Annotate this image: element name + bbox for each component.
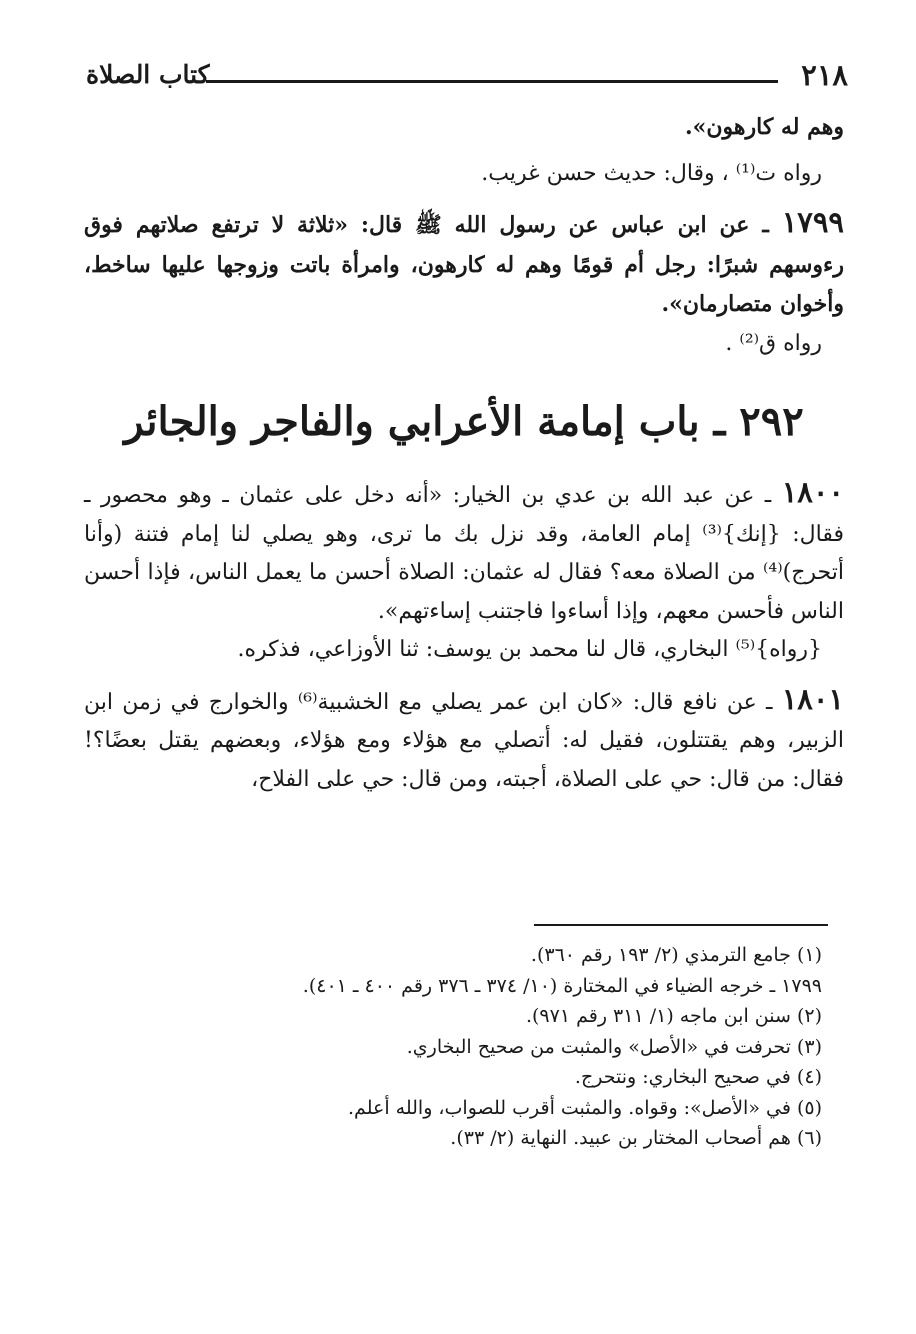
footnote-3: (٣) تحرفت في «الأصل» والمثبت من صحيح البخاري. — [406, 1035, 822, 1058]
hadith-1800-source: {رواه}⁽⁵⁾ البخاري، قال لنا محمد بن يوسف: ثنا الأوزاعي، فذكره. — [237, 637, 822, 662]
footnote-2: (٢) سنن ابن ماجه (١/ ٣١١ رقم ٩٧١). — [525, 1005, 822, 1027]
continuation-line: وهم له كارهون». — [684, 114, 844, 140]
hadith-1801-text: ـ عن نافع قال: «كان ابن عمر يصلي مع الخشبية⁽⁶⁾ والخوارج في زمن ابن الزبير، وهم يقتتلون، فقيل له: أتصلي مع هؤلاء ومع هؤلاء، وبعضهم يقتل بعضًا؟! فقال: من قال: حي على الصلاة، أجبته، ومن قال: حي على الفلاح، — [84, 689, 844, 792]
source-1: رواه ت⁽¹⁾ ، وقال: حديث حسن غريب. — [481, 160, 822, 186]
hadith-1799 — [84, 203, 844, 325]
hadith-1800 — [84, 473, 844, 631]
running-header — [86, 58, 848, 98]
footnote-separator — [534, 924, 828, 926]
hadith-1799-text: ـ عن ابن عباس عن رسول الله ﷺ قال: «ثلاثة لا ترتفع صلاتهم فوق رءوسهم شبرًا: رجل أم قومًا وهم له كارهون، وامرأة باتت وزوجها عليها ساخط، وأخوان متصارمان». — [84, 212, 844, 317]
hadith-1801-number: ١٨٠١ — [781, 681, 844, 716]
footnote-6: (٦) هم أصحاب المختار بن عبيد. النهاية (٢/ ٣٣). — [450, 1127, 822, 1149]
footnote-4: (٤) في صحيح البخاري: ونتحرج. — [574, 1066, 822, 1088]
book-section-title: كتاب الصلاة — [86, 60, 210, 89]
hadith-1800-text: ـ عن عبد الله بن عدي بن الخيار: «أنه دخل على عثمان ـ وهو محصور ـ فقال: {إنك}⁽³⁾ إمام العامة، وقد نزل بك ما ترى، وهو يصلي لنا إمام فتنة (وأنا أتحرج)⁽⁴⁾ من الصلاة معه؟ فقال له عثمان: الصلاة أحسن ما يعمل الناس، فإذا أحسن الناس فأحسن معهم، وإذا أساءوا فاجتنب إساءتهم». — [84, 483, 844, 624]
footnote-1: (١) جامع الترمذي (٢/ ١٩٣ رقم ٣٦٠). — [530, 944, 822, 966]
chapter-title: ٢٩٢ ـ باب إمامة الأعرابي والفاجر والجائر — [124, 398, 804, 445]
hadith-1801 — [84, 680, 844, 800]
footnote-1799: ١٧٩٩ ـ خرجه الضياء في المختارة (١٠/ ٣٧٤ ـ ٣٧٦ رقم ٤٠٠ ـ ٤٠١). — [302, 974, 822, 997]
footnotes — [84, 940, 844, 1154]
page-number: ٢١٨ — [801, 58, 848, 92]
hadith-1799-source: رواه ق⁽²⁾ . — [725, 330, 822, 356]
footnote-5: (٥) في «الأصل»: وقواه. والمثبت أقرب للصواب، والله أعلم. — [348, 1096, 822, 1119]
hadith-1800-number: ١٨٠٠ — [781, 475, 844, 509]
header-rule — [206, 80, 778, 83]
hadith-1799-number: ١٧٩٩ — [781, 205, 844, 239]
main-text — [84, 108, 844, 799]
